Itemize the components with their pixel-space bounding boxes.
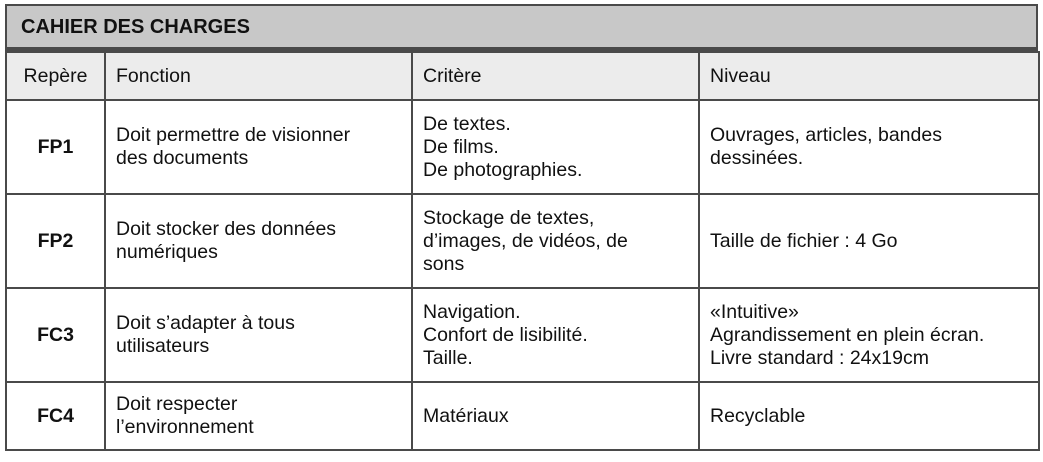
niveau-cell: [699, 194, 1039, 288]
fonction-line: numériques: [116, 241, 218, 263]
critere-line: De textes.: [423, 112, 511, 135]
critere-cell: [412, 100, 699, 194]
niveau-line: Livre standard : 24x19cm: [710, 346, 929, 369]
fonction-line: Doit respecter: [116, 393, 238, 415]
critere-line: Confort de lisibilité.: [423, 323, 588, 346]
table-row: [6, 194, 1039, 288]
fonction-cell: [105, 382, 412, 450]
table-row: [6, 288, 1039, 382]
repere-cell: FP2: [6, 194, 105, 288]
specifications-sheet: [5, 4, 1038, 451]
fonction-line: Doit s’adapter à tous: [116, 312, 295, 334]
critere-cell: [412, 194, 699, 288]
critere-line: De photographies.: [423, 158, 583, 181]
niveau-line: «Intuitive»: [710, 300, 799, 323]
header-critere: Critère: [412, 52, 699, 100]
table-row: [6, 100, 1039, 194]
fonction-line: l’environnement: [116, 416, 254, 438]
niveau-line: Agrandissement en plein écran.: [710, 323, 985, 346]
critere-line: Matériaux: [423, 404, 509, 427]
table-row: [6, 382, 1039, 450]
fonction-line: Doit permettre de visionner: [116, 124, 351, 146]
fonction-line: Doit stocker des données: [116, 218, 337, 240]
critere-line: sons: [423, 252, 465, 275]
niveau-line: Taille de fichier : 4 Go: [710, 229, 898, 252]
critere-cell: [412, 382, 699, 450]
niveau-line: dessinées.: [710, 147, 804, 169]
fonction-cell: [105, 194, 412, 288]
fonction-cell: [105, 288, 412, 382]
header-niveau: Niveau: [699, 52, 1039, 100]
table-title: CAHIER DES CHARGES: [5, 4, 1038, 51]
repere-cell: FP1: [6, 100, 105, 194]
critere-cell: [412, 288, 699, 382]
specifications-table: [5, 51, 1040, 451]
niveau-line: Recyclable: [710, 404, 806, 427]
repere-cell: FC3: [6, 288, 105, 382]
critere-line: Taille.: [423, 346, 473, 369]
niveau-cell: [699, 100, 1039, 194]
header-repere: Repère: [6, 52, 105, 100]
niveau-cell: [699, 382, 1039, 450]
repere-cell: FC4: [6, 382, 105, 450]
niveau-line: Ouvrages, articles, bandes: [710, 124, 942, 146]
critere-line: Stockage de textes,: [423, 206, 595, 229]
fonction-line: des documents: [116, 147, 249, 169]
header-row: [6, 52, 1039, 100]
critere-line: d’images, de vidéos, de: [423, 229, 628, 252]
niveau-cell: [699, 288, 1039, 382]
header-fonction: Fonction: [105, 52, 412, 100]
critere-line: Navigation.: [423, 300, 521, 323]
critere-line: De films.: [423, 135, 499, 158]
fonction-line: utilisateurs: [116, 335, 210, 357]
fonction-cell: [105, 100, 412, 194]
